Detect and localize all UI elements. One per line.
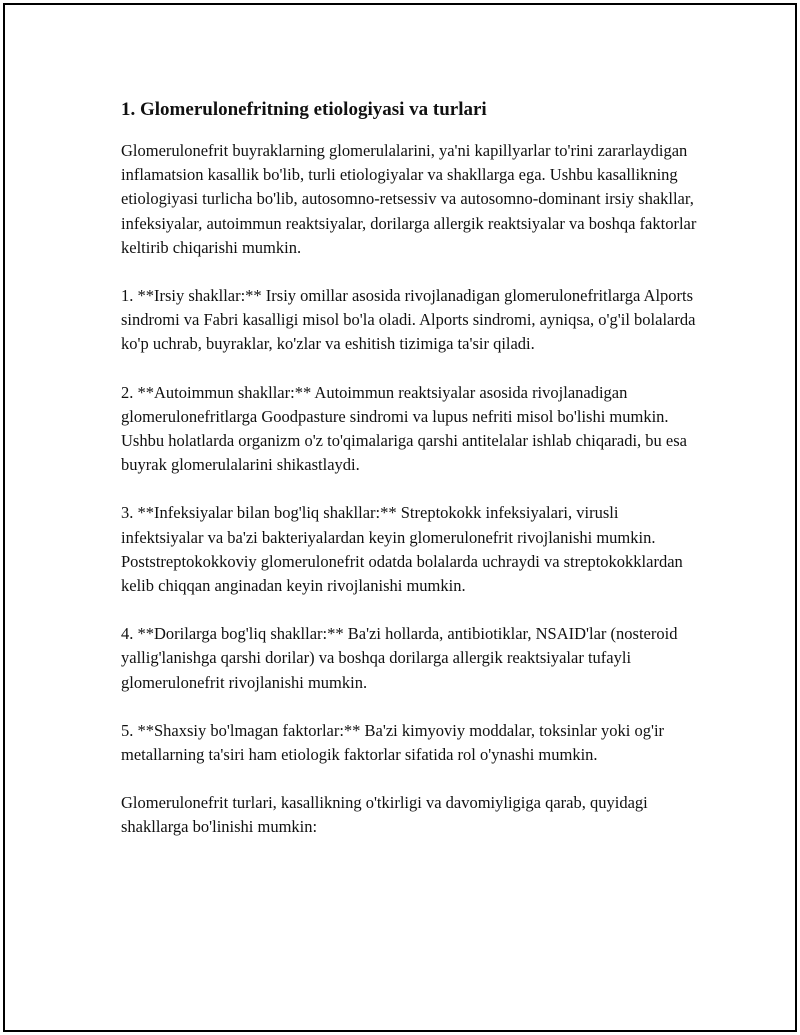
paragraph-types-intro: Glomerulonefrit turlari, kasallikning o'tkirligi va davomiyligiga qarab, quyidagi shakllarga bo'linishi mumkin: (121, 793, 648, 837)
paragraph-drug-forms: 4. **Dorilarga bog'liq shakllar:** Ba'zi hollarda, antibiotiklar, NSAID'lar (nosteroid yallig'lanishga qarshi dorilar) va boshqa dorilarga allergik reaktsiyalar tufayli glomerulonefrit rivojlanishi mumkin. (121, 624, 678, 692)
paragraph-other-factors: 5. **Shaxsiy bo'lmagan faktorlar:** Ba'zi kimyoviy moddalar, toksinlar yoki og'ir metallarning ta'siri ham etiologik faktorlar sifatida rol o'ynashi mumkin. (121, 720, 665, 765)
paragraph-autoimmune-forms: 2. **Autoimmun shakllar:** Autoimmun reaktsiyalar asosida rivojlanadigan glomerulonefritlarga Goodpasture sindromi va lupus nefriti misol bo'lishi mumkin. Ushbu holatlarda organizm o'z to'qimalariga qarshi antitelalar ishlab chiqaradi, bu esa buyrak glomerulalarini shikastlaydi. (121, 382, 687, 475)
document-title: 1. Glomerulonefritning etiologiyasi va turlari (121, 99, 487, 120)
paragraph-intro: Glomerulonefrit buyraklarning glomerulalarini, ya'ni kapillyarlar to'rini zararlaydigan inflamatsion kasallik bo'lib, turli etiologiyalar va shakllarga ega. Ushbu kasallikning etiologiyasi turlicha bo'lib, autosomno-retsessiv va autosomno-dominant irsiy shakllar, infeksiyalar, autoimmun reaktsiyalar, dorilarga allergik reaktsiyalar va boshqa faktorlar keltirib chiqarishi mumkin. (121, 141, 697, 257)
document-body (121, 97, 701, 864)
page-frame (3, 3, 797, 1032)
paragraph-hereditary-forms: 1. **Irsiy shakllar:** Irsiy omillar asosida rivojlanadigan glomerulonefritlarga Alports sindromi va Fabri kasalligi misol bo'la oladi. Alports sindromi, ayniqsa, o'g'il bolalarda ko'p uchrab, buyraklar, ko'zlar va eshitish tizimiga ta'sir qiladi. (121, 286, 696, 354)
paragraph-infection-forms: 3. **Infeksiyalar bilan bog'liq shakllar:** Streptokokk infeksiyalari, virusli infektsiyalar va ba'zi bakteriyalardan keyin glomerulonefrit rivojlanishi mumkin. Poststreptokokkoviy glomerulonefrit odatda bolalarda uchraydi va streptokokklardan kelib chiqqan anginadan keyin rivojlanishi mumkin. (121, 503, 683, 596)
